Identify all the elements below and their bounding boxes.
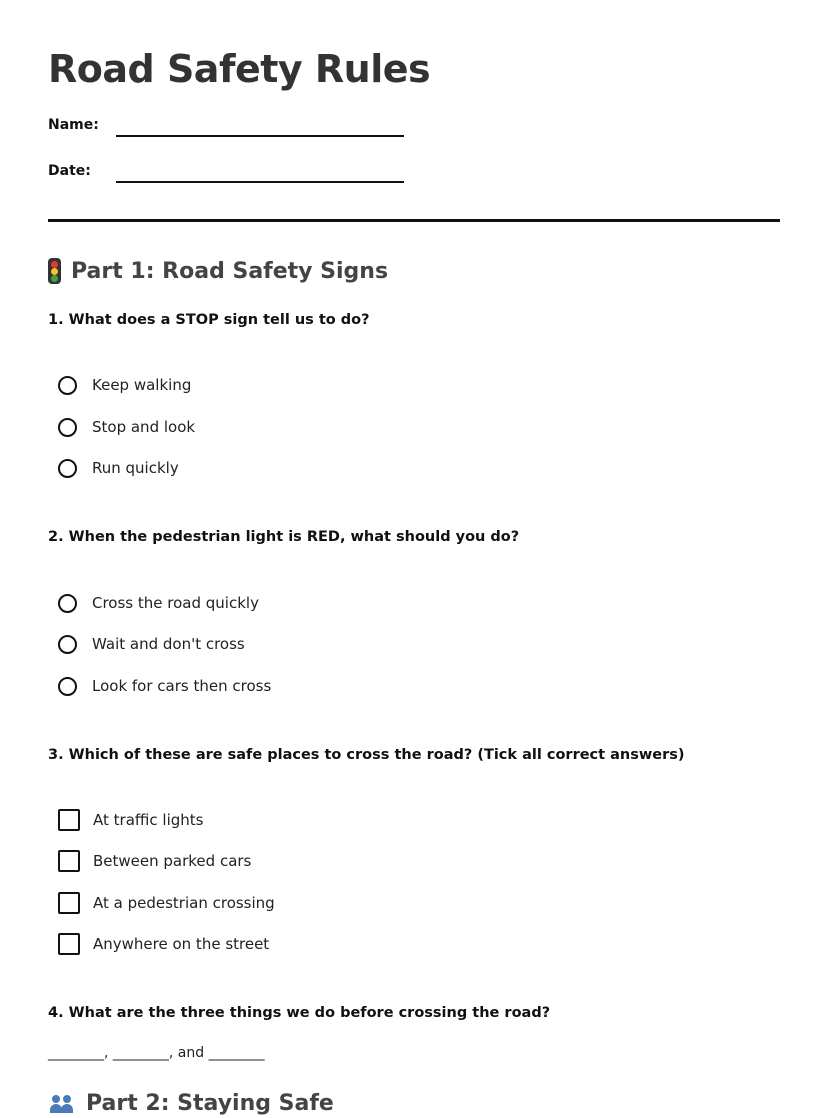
date-input-line[interactable] [116,181,404,183]
fill-in-blanks[interactable]: ________, ________, and ________ [48,1045,265,1061]
q2-option[interactable] [58,632,245,656]
question-3: 3. Which of these are safe places to cross the road? (Tick all correct answers) [48,747,685,763]
option-label: Cross the road quickly [92,594,259,612]
question-1: 1. What does a STOP sign tell us to do? [48,312,370,328]
q1-option[interactable] [58,373,191,397]
option-label: At a pedestrian crossing [93,894,275,912]
radio-button[interactable] [58,594,77,613]
option-label: Anywhere on the street [93,935,270,953]
option-label: Wait and don't cross [92,635,245,653]
checkbox[interactable] [58,850,80,872]
people-icon [48,1093,76,1115]
option-label: Stop and look [92,418,196,436]
option-label: Between parked cars [93,852,252,870]
q3-option[interactable] [58,808,203,832]
radio-button[interactable] [58,376,77,395]
date-label: Date: [48,163,91,179]
question-4: 4. What are the three things we do before crossing the road? [48,1005,551,1021]
radio-button[interactable] [58,677,77,696]
option-label: Keep walking [92,376,192,394]
q1-option[interactable] [58,456,179,480]
question-2: 2. When the pedestrian light is RED, what should you do? [48,529,520,545]
part2-heading-text: Part 2: Staying Safe [86,1091,334,1116]
part2-heading [48,1091,334,1116]
part1-heading-text: Part 1: Road Safety Signs [71,258,389,284]
checkbox[interactable] [58,892,80,914]
q3-option[interactable] [58,932,269,956]
q2-option[interactable] [58,674,271,698]
q3-option[interactable] [58,891,275,915]
page-title: Road Safety Rules [48,47,431,91]
part1-heading [48,258,388,284]
option-label: Look for cars then cross [92,677,272,695]
checkbox[interactable] [58,933,80,955]
checkbox[interactable] [58,809,80,831]
name-label: Name: [48,117,99,133]
radio-button[interactable] [58,635,77,654]
radio-button[interactable] [58,459,77,478]
traffic-light-icon [48,258,61,284]
radio-button[interactable] [58,418,77,437]
option-label: At traffic lights [93,811,204,829]
q2-option[interactable] [58,591,259,615]
q1-option[interactable] [58,415,195,439]
name-input-line[interactable] [116,135,404,137]
q3-option[interactable] [58,849,251,873]
option-label: Run quickly [92,459,179,477]
header-divider [48,219,780,222]
